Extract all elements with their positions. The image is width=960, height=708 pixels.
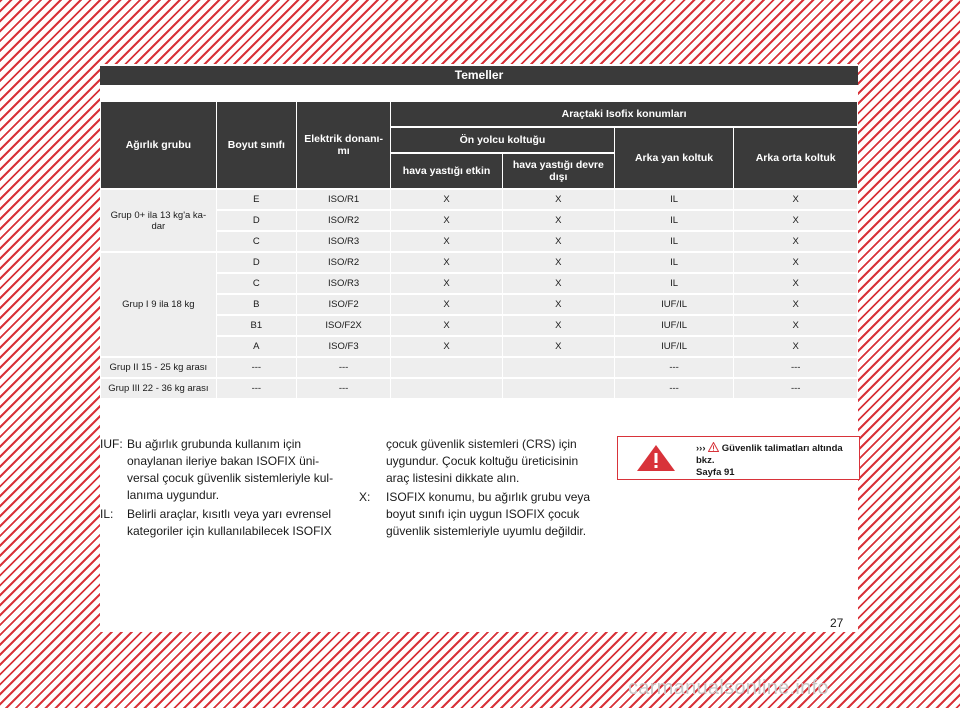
table-cell: B1	[217, 316, 296, 335]
table-cell: ---	[297, 358, 390, 377]
warning-line-2: Sayfa 91	[696, 467, 735, 478]
table-cell: X	[503, 211, 614, 230]
weight-group-cell: Grup III 22 - 36 kg arası	[101, 379, 216, 398]
table-cell: X	[503, 232, 614, 251]
table-cell: X	[503, 337, 614, 356]
table-cell: X	[734, 295, 857, 314]
note-key: X:	[359, 490, 371, 504]
table-body	[101, 190, 857, 398]
table-cell: IL	[615, 274, 734, 293]
table-cell: ISO/R2	[297, 211, 390, 230]
header-rear-side: Arka yan koltuk	[615, 128, 734, 188]
header-fixture: Elektrik donanı-mı	[297, 102, 390, 188]
table-cell: X	[391, 274, 502, 293]
table-cell: ---	[217, 358, 296, 377]
table-cell: X	[391, 295, 502, 314]
table-cell: C	[217, 232, 296, 251]
table-cell: IL	[615, 190, 734, 209]
isofix-table	[100, 100, 858, 400]
table-cell: ISO/R1	[297, 190, 390, 209]
table-cell: ---	[217, 379, 296, 398]
table-cell: IL	[615, 211, 734, 230]
header-airbag-on: hava yastığı etkin	[391, 154, 502, 188]
table-cell: IUF/IL	[615, 295, 734, 314]
table-cell: E	[217, 190, 296, 209]
table-cell	[503, 358, 614, 377]
table-cell: X	[734, 316, 857, 335]
header-front-seat: Ön yolcu koltuğu	[391, 128, 614, 152]
table-cell: ---	[615, 379, 734, 398]
table-cell: X	[503, 253, 614, 272]
header-size-class: Boyut sınıfı	[217, 102, 296, 188]
table-cell: ISO/R3	[297, 274, 390, 293]
table-cell: X	[503, 295, 614, 314]
table-cell: ---	[734, 379, 857, 398]
table-cell: ISO/R3	[297, 232, 390, 251]
small-warning-icon	[708, 442, 719, 452]
note-x	[359, 489, 603, 540]
table-cell: A	[217, 337, 296, 356]
table-cell: X	[734, 232, 857, 251]
note-text: çocuk güvenlik sistemleri (CRS) için uygundur. Çocuk koltuğu üreticisinin araç listesini dikkate alın.	[386, 437, 579, 485]
table-cell: X	[391, 211, 502, 230]
table-cell	[503, 379, 614, 398]
note-key: IUF:	[100, 437, 123, 451]
warning-line-1: Güvenlik talimatları altında bkz.	[696, 443, 843, 466]
table-cell: X	[391, 253, 502, 272]
table-cell: C	[217, 274, 296, 293]
note-iuf	[100, 436, 340, 504]
table-cell: ---	[615, 358, 734, 377]
table-cell: ---	[297, 379, 390, 398]
table-cell: X	[503, 316, 614, 335]
header-airbag-off: hava yastığı devre dışı	[503, 154, 614, 188]
note-text: Bu ağırlık grubunda kullanım için onaylanan ileriye bakan ISOFIX üni-versal çocuk güvenlik sistemleriyle kul-lanıma uygundur.	[127, 437, 334, 502]
table-cell: X	[734, 190, 857, 209]
note-text: Belirli araçlar, kısıtlı veya yarı evrensel kategoriler için kullanılabilecek ISOFIX	[127, 507, 332, 538]
header-rear-center: Arka orta koltuk	[734, 128, 857, 188]
table-row	[101, 358, 857, 377]
page-number: 27	[830, 616, 844, 630]
safety-warning-box	[617, 436, 860, 480]
header-isofix-positions: Araçtaki Isofix konumları	[391, 102, 857, 126]
table-cell: X	[734, 274, 857, 293]
table-cell: X	[391, 337, 502, 356]
table-cell: IL	[615, 253, 734, 272]
warning-text[interactable]	[696, 442, 859, 479]
weight-group-cell: Grup 0+ ila 13 kg'a ka-dar	[101, 190, 216, 251]
table-cell: ISO/R2	[297, 253, 390, 272]
warning-triangle-icon	[636, 444, 676, 472]
table-cell: IUF/IL	[615, 337, 734, 356]
table-cell: ISO/F2	[297, 295, 390, 314]
table-row	[101, 253, 857, 272]
table-cell: IL	[615, 232, 734, 251]
table-cell	[391, 379, 502, 398]
reference-arrows: ›››	[696, 443, 706, 454]
table-row	[101, 190, 857, 209]
notes-column-1	[100, 436, 340, 540]
table-cell: X	[734, 337, 857, 356]
watermark: carmanualsonline.info	[628, 677, 829, 699]
table-cell: IUF/IL	[615, 316, 734, 335]
table-row	[101, 379, 857, 398]
note-il	[100, 506, 340, 540]
header-weight-group: Ağırlık grubu	[101, 102, 216, 188]
table-cell: D	[217, 253, 296, 272]
table-cell: X	[734, 211, 857, 230]
table-cell: X	[391, 316, 502, 335]
table-cell: B	[217, 295, 296, 314]
weight-group-cell: Grup I 9 ila 18 kg	[101, 253, 216, 356]
table-cell: X	[734, 253, 857, 272]
table-cell: ISO/F2X	[297, 316, 390, 335]
table-cell: D	[217, 211, 296, 230]
weight-group-cell: Grup II 15 - 25 kg arası	[101, 358, 216, 377]
table-cell: X	[503, 190, 614, 209]
table-cell: X	[391, 232, 502, 251]
table-cell: X	[503, 274, 614, 293]
section-header: Temeller	[100, 66, 858, 85]
note-il-continued	[359, 436, 603, 487]
table-cell: X	[391, 190, 502, 209]
table-cell	[391, 358, 502, 377]
note-text: ISOFIX konumu, bu ağırlık grubu veya boyut sınıfı için uygun ISOFIX çocuk güvenlik sistemleriyle uyumlu değildir.	[386, 490, 591, 538]
notes-column-2	[359, 436, 603, 540]
note-key: IL:	[100, 507, 114, 521]
table-cell: ISO/F3	[297, 337, 390, 356]
table-cell: ---	[734, 358, 857, 377]
